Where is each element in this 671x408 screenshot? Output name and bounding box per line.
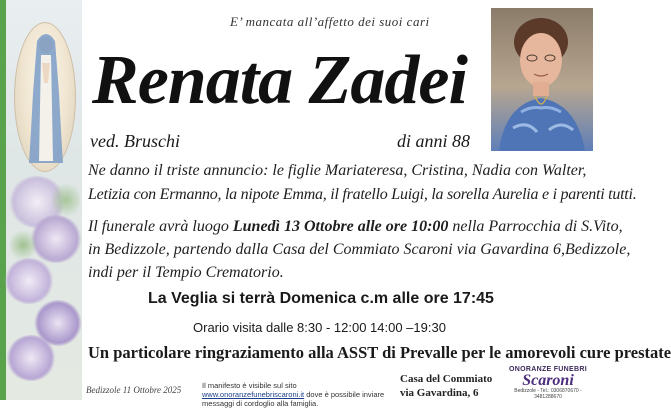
- notice-subtitle: E’ mancata all’affetto dei suoi cari: [230, 14, 430, 29]
- funeral-line-1: [88, 218, 623, 236]
- funeral-home-title: Casa del Commiato: [400, 373, 493, 385]
- announcement-line-2: Letizia con Ermanno, la nipote Emma, il fratello Luigi, la sorella Aurelia e i parenti tutti.: [88, 186, 637, 203]
- funeral-home-street: via Gavardina, 6: [400, 387, 479, 399]
- deceased-portrait: [491, 8, 593, 151]
- announcement-line-1: Ne danno il triste annuncio: le figlie Mariateresa, Cristina, Nadia con Walter,: [88, 162, 587, 179]
- leaf-decoration: [10, 228, 36, 262]
- funeral-datetime: Lunedì 13 Ottobre alle ore 10:00: [232, 218, 449, 235]
- portrait-person-icon: [491, 8, 593, 151]
- funeral-place: nella Parrocchia di S.Vito,: [448, 218, 623, 235]
- website-link[interactable]: www.onoranzefunebriscaroni.it: [202, 390, 305, 399]
- website-note-prefix: Il manifesto è visibile sul sito: [202, 381, 297, 390]
- deceased-age: di anni 88: [397, 131, 471, 151]
- madonna-image: [14, 22, 76, 172]
- funeral-intro: Il funerale avrà luogo: [88, 218, 233, 235]
- funeral-home-address: [400, 372, 492, 400]
- decorative-side-image: [0, 0, 82, 400]
- widow-of: ved. Bruschi: [90, 131, 180, 151]
- logo-tagline: ONORANZE FUNEBRI: [509, 366, 587, 373]
- thanks-note: Un particolare ringraziamento alla ASST di Prevalle per le amorevoli cure prestate: [88, 343, 671, 362]
- funeral-line-3: indi per il Tempio Crematorio.: [88, 264, 284, 281]
- flower-decoration: [30, 215, 82, 263]
- logo-contacts: Bedizzole - Tel.: 0306870670 - 3481288670: [514, 388, 582, 400]
- notice-date: Bedizzole 11 Ottobre 2025: [86, 385, 182, 395]
- flower-decoration: [6, 335, 56, 381]
- leaf-decoration: [52, 180, 80, 220]
- madonna-figure-icon: [15, 23, 77, 173]
- website-note-suffix: dove è possibile inviare messaggi di cordoglio alla famiglia.: [202, 390, 385, 408]
- funeral-home-logo: [500, 366, 596, 400]
- vigil-notice: La Veglia si terrà Domenica c.m alle ore 17:45: [148, 290, 494, 307]
- funeral-line-2: in Bedizzole, partendo dalla Casa del Commiato Scaroni via Gavardina 6,Bedizzole,: [88, 241, 631, 258]
- logo-brand-name: Scaroni: [522, 372, 574, 389]
- green-border: [0, 0, 6, 400]
- deceased-name: Renata Zadei: [92, 42, 467, 119]
- website-note: [202, 381, 392, 408]
- flower-decoration: [4, 258, 54, 304]
- visiting-hours: Orario visita dalle 8:30 - 12:00 14:00 –19:30: [193, 320, 446, 335]
